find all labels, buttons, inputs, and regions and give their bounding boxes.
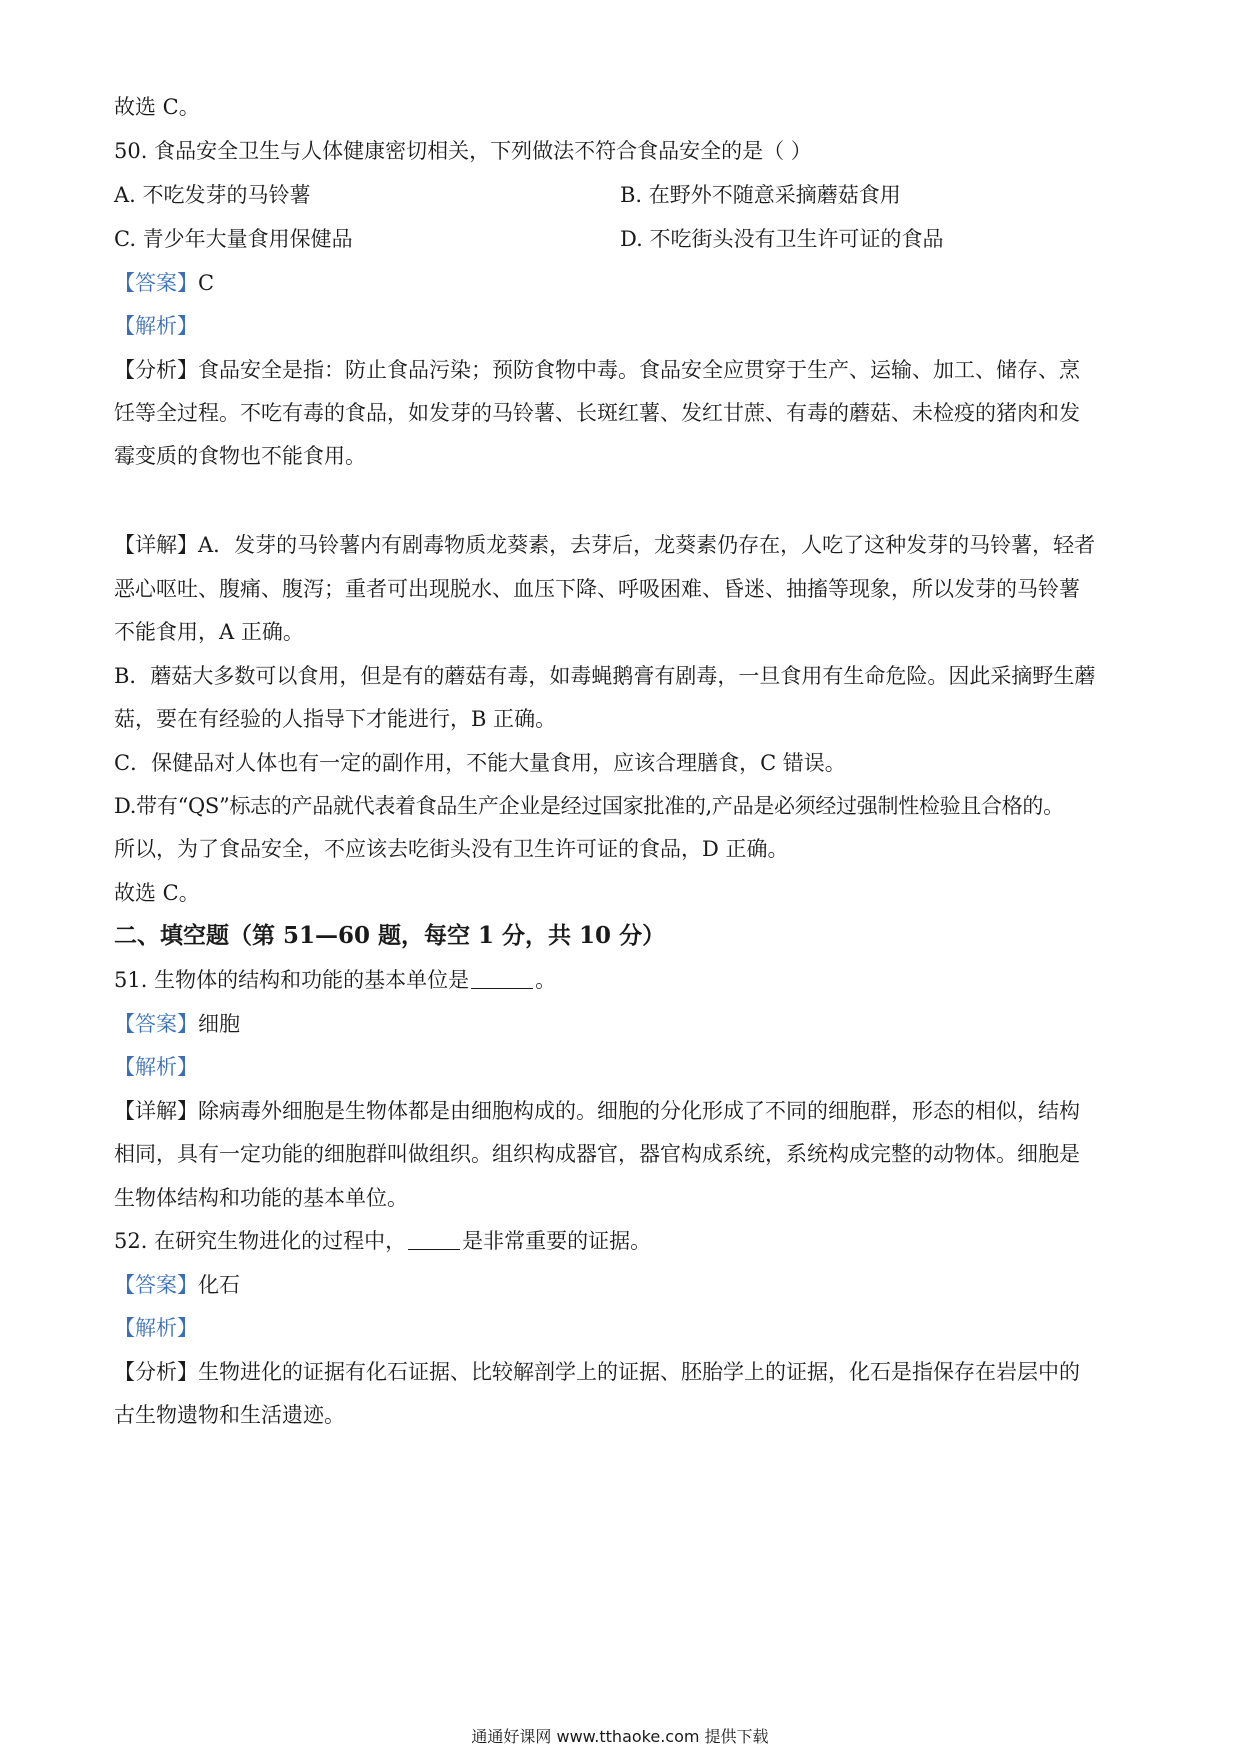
question-50: 50. 食品安全卫生与人体健康密切相关，下列做法不符合食品安全的是（ ） bbox=[114, 139, 812, 163]
fenxi-tag: 【分析】 bbox=[114, 1360, 198, 1384]
q50-options-row-2 bbox=[114, 224, 1134, 254]
section-heading: 二、填空题（第 51—60 题，每空 1 分，共 10 分） bbox=[114, 922, 666, 949]
q51-end: 。 bbox=[535, 968, 557, 992]
xiangjie-text: A．发芽的马铃薯内有剧毒物质龙葵素，去芽后，龙葵素仍存在，人吃了这种发芽的马铃薯，轻者 bbox=[198, 533, 1096, 557]
xiangjie-line-6: C．保健品对人体也有一定的副作用，不能大量食用，应该合理膳食，C 错误。 bbox=[114, 751, 846, 775]
fenxi-line-1 bbox=[114, 355, 1134, 385]
q52-answer bbox=[114, 1270, 1134, 1300]
fill-blank bbox=[408, 1227, 460, 1250]
xiangjie-tag: 【详解】 bbox=[114, 533, 198, 557]
answer-tag: 【答案】 bbox=[114, 1012, 198, 1036]
xiangjie-line-4: B．蘑菇大多数可以食用，但是有的蘑菇有毒，如毒蝇鹅膏有剧毒，一旦食用有生命危险。因此采摘野生蘑 bbox=[114, 664, 1096, 688]
fill-blank bbox=[471, 966, 533, 989]
q52-text: 52. 在研究生物进化的过程中， bbox=[114, 1229, 407, 1253]
xiangjie-line-2: 恶心呕吐、腹痛、腹泻；重者可出现脱水、血压下降、呼吸困难、昏迷、抽搐等现象，所以发芽的马铃薯 bbox=[114, 577, 1080, 601]
analysis-tag: 【解析】 bbox=[114, 314, 198, 338]
analysis-tag: 【解析】 bbox=[114, 1316, 198, 1340]
q50-answer bbox=[114, 268, 1134, 298]
question-51 bbox=[114, 965, 1134, 995]
xiangjie-line-8: 所以，为了食品安全，不应该去吃街头没有卫生许可证的食品，D 正确。 bbox=[114, 837, 789, 861]
answer-value: C bbox=[198, 271, 215, 295]
q51-text: 51. 生物体的结构和功能的基本单位是 bbox=[114, 968, 470, 992]
q50-option-d: D. 不吃街头没有卫生许可证的食品 bbox=[620, 227, 944, 251]
q51-answer bbox=[114, 1009, 1134, 1039]
q50-option-a: A. 不吃发芽的马铃薯 bbox=[114, 183, 311, 207]
page-footer: 通通好课网 www.tthaoke.com 提供下载 bbox=[471, 1727, 769, 1746]
xiangjie-line-7: D.带有“QS”标志的产品就代表着食品生产企业是经过国家批准的,产品是必须经过强制性检验且合格的。 bbox=[114, 794, 1064, 818]
xiangjie-line-3: 不能食用，A 正确。 bbox=[114, 620, 304, 644]
fx52-line-2: 古生物遗物和生活遗迹。 bbox=[114, 1403, 345, 1427]
question-52 bbox=[114, 1226, 1134, 1256]
xiangjie-line-1 bbox=[114, 530, 1134, 560]
answer-value: 细胞 bbox=[198, 1012, 240, 1036]
xj51-line-1 bbox=[114, 1096, 1134, 1126]
xiangjie-text: 除病毒外细胞是生物体都是由细胞构成的。细胞的分化形成了不同的细胞群，形态的相似，结构 bbox=[198, 1099, 1080, 1123]
fenxi-text: 食品安全是指：防止食品污染；预防食物中毒。食品安全应贯穿于生产、运输、加工、储存、烹 bbox=[198, 358, 1080, 382]
q50-option-c: C. 青少年大量食用保健品 bbox=[114, 227, 353, 251]
fx52-line-1 bbox=[114, 1357, 1134, 1387]
conclusion-line-2: 故选 C。 bbox=[114, 881, 200, 905]
analysis-tag: 【解析】 bbox=[114, 1055, 198, 1079]
xiangjie-line-5: 菇，要在有经验的人指导下才能进行，B 正确。 bbox=[114, 707, 557, 731]
answer-tag: 【答案】 bbox=[114, 1273, 198, 1297]
conclusion-line: 故选 C。 bbox=[114, 95, 200, 119]
fenxi-text: 生物进化的证据有化石证据、比较解剖学上的证据、胚胎学上的证据，化石是指保存在岩层中的 bbox=[198, 1360, 1080, 1384]
xj51-line-3: 生物体结构和功能的基本单位。 bbox=[114, 1186, 408, 1210]
q50-options-row-1 bbox=[114, 180, 1134, 210]
q50-option-b: B. 在野外不随意采摘蘑菇食用 bbox=[620, 183, 901, 207]
answer-tag: 【答案】 bbox=[114, 271, 198, 295]
fenxi-tag: 【分析】 bbox=[114, 358, 198, 382]
fenxi-line-3: 霉变质的食物也不能食用。 bbox=[114, 444, 366, 468]
fenxi-line-2: 饪等全过程。不吃有毒的食品，如发芽的马铃薯、长斑红薯、发红甘蔗、有毒的蘑菇、未检疫的猪肉和发 bbox=[114, 401, 1080, 425]
q52-end: 是非常重要的证据。 bbox=[462, 1229, 652, 1253]
xiangjie-tag: 【详解】 bbox=[114, 1099, 198, 1123]
answer-value: 化石 bbox=[198, 1273, 240, 1297]
xj51-line-2: 相同，具有一定功能的细胞群叫做组织。组织构成器官，器官构成系统，系统构成完整的动物体。细胞是 bbox=[114, 1142, 1080, 1166]
